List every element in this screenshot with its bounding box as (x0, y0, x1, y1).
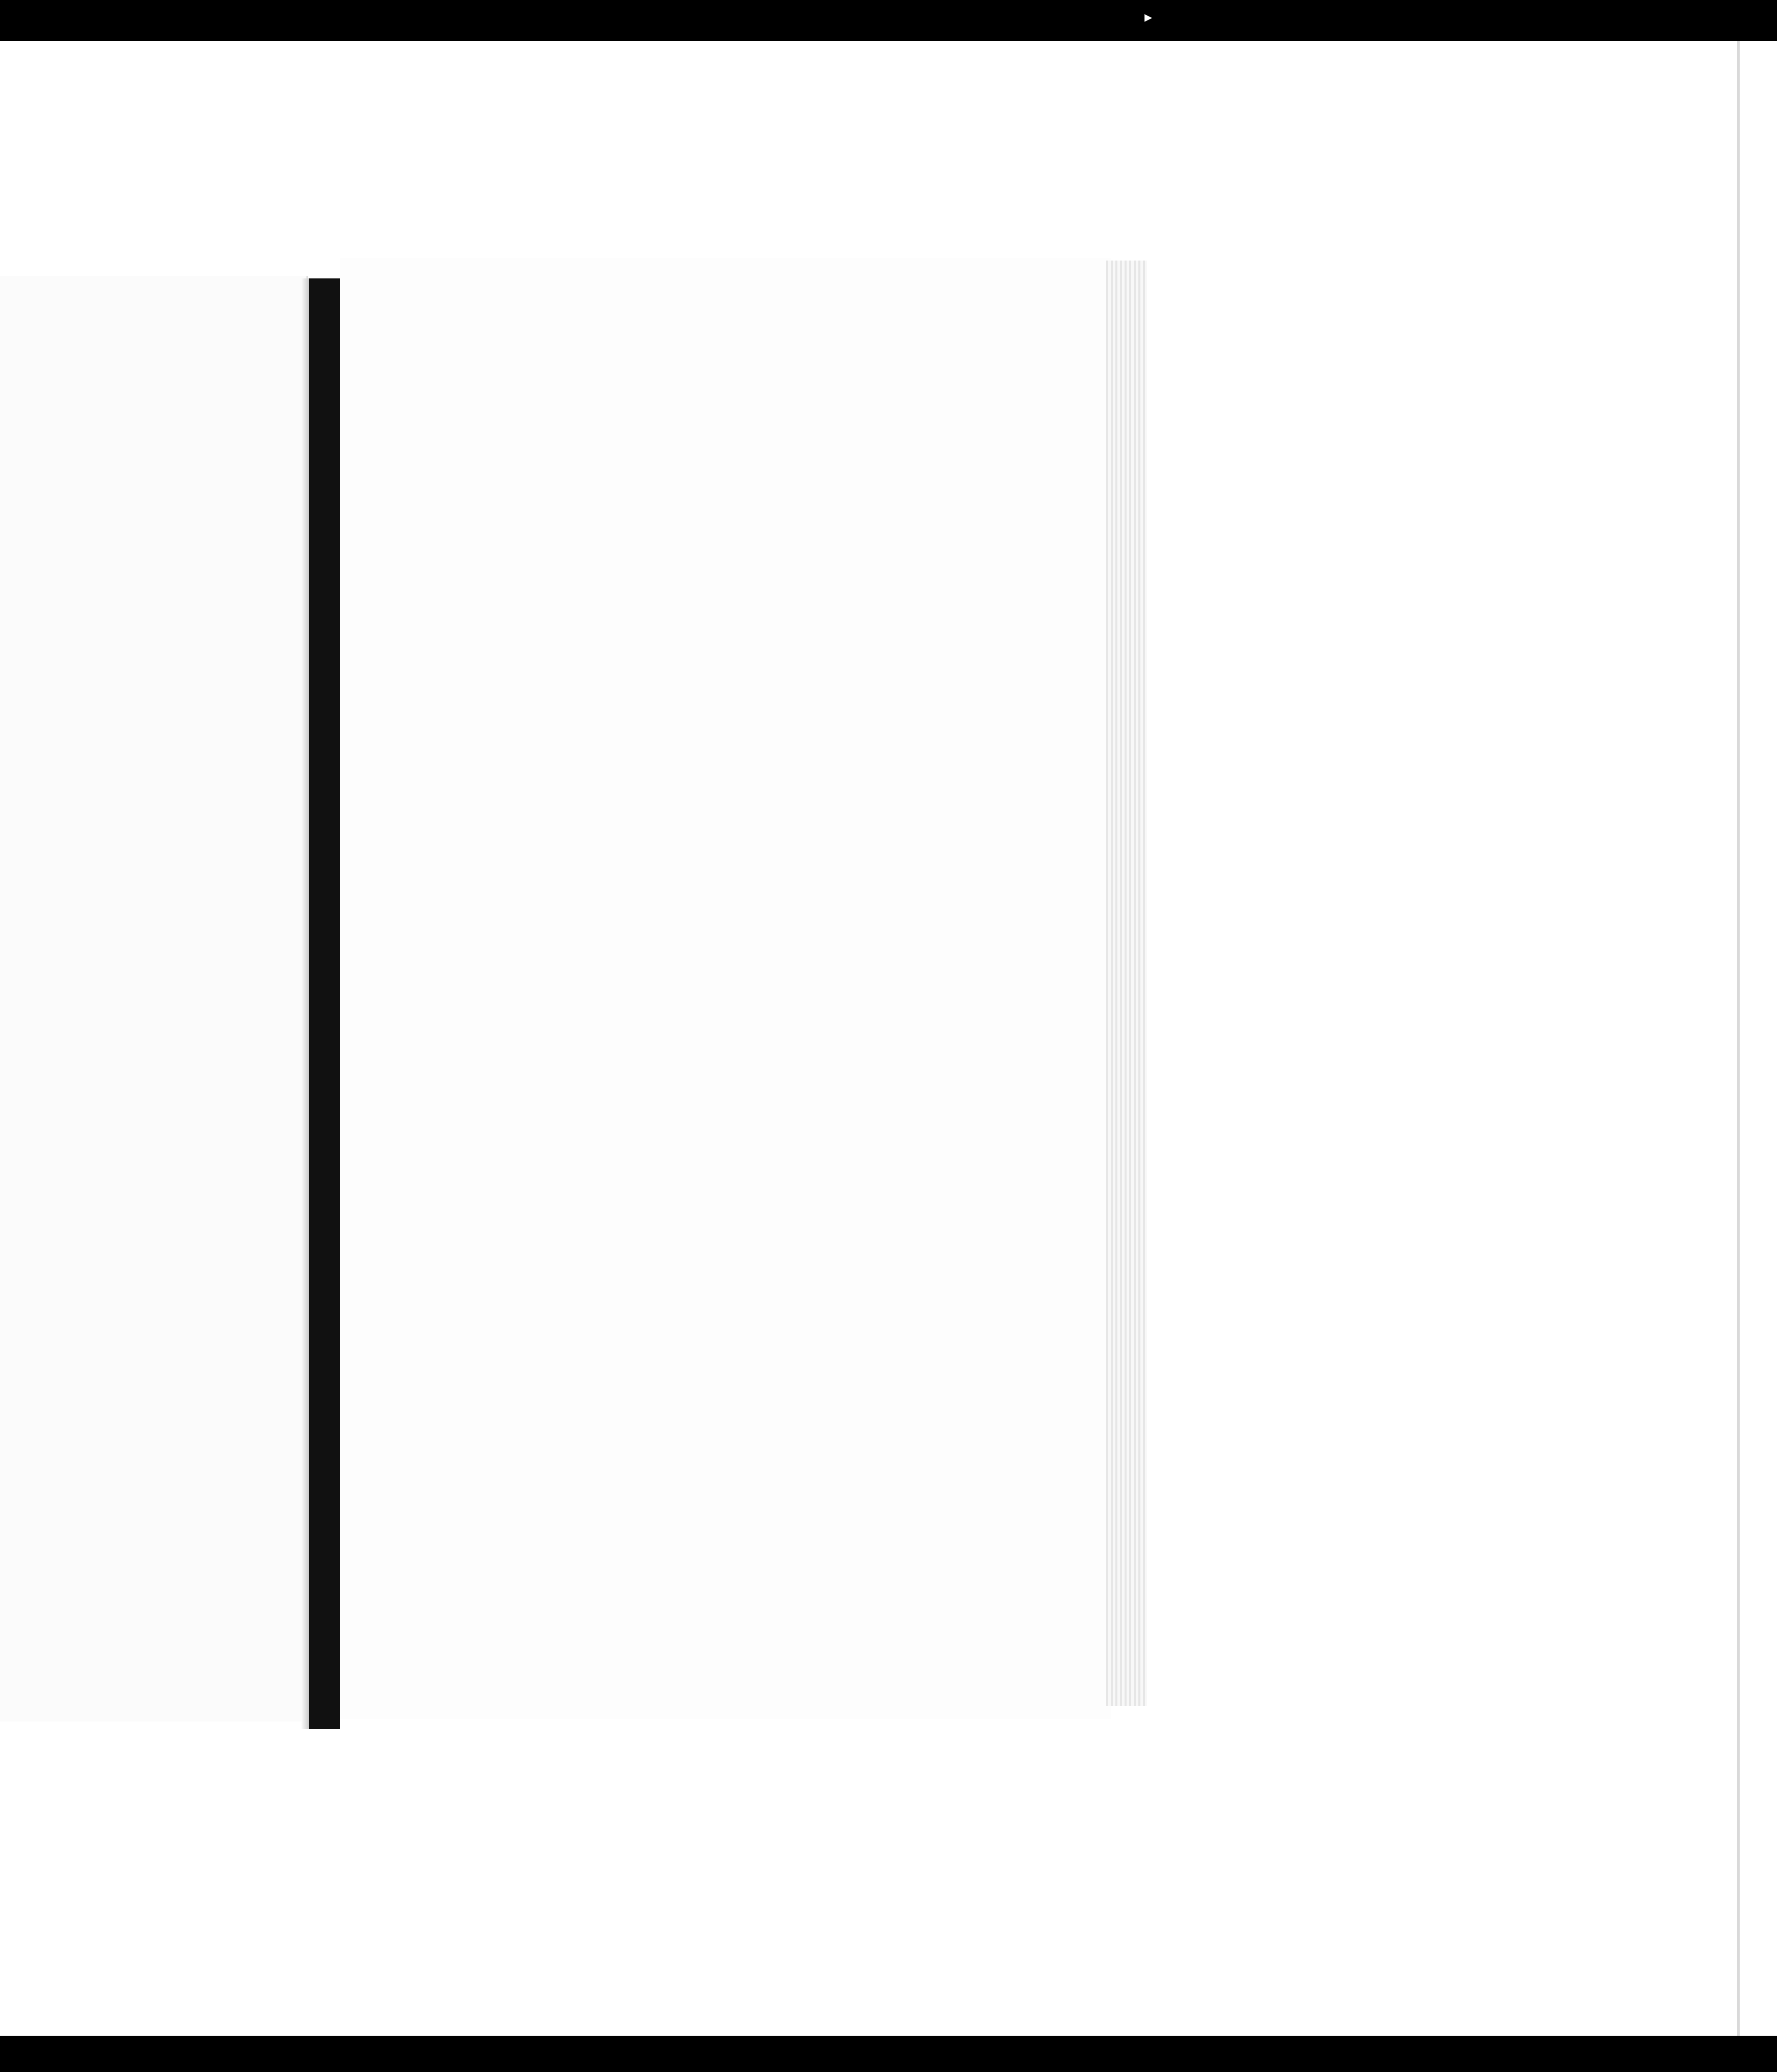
scan-mark: ▸ (1144, 8, 1153, 26)
book-spine (309, 278, 340, 1729)
page-edges (1106, 261, 1147, 1706)
left-page (0, 276, 308, 1722)
scan-frame-edge (1737, 41, 1777, 2036)
right-page (340, 258, 1111, 1719)
